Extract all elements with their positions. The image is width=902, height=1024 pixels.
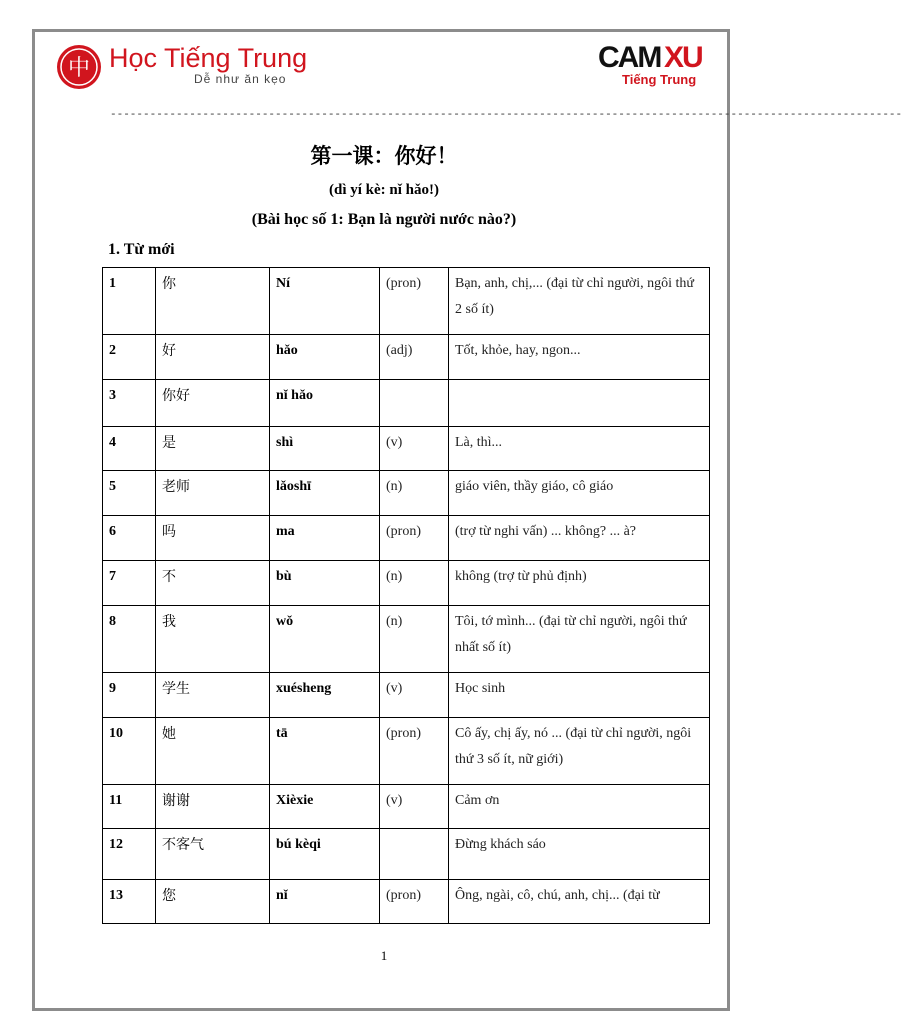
hoc-tieng-trung-logo: [57, 45, 327, 91]
brand-cam: CAM: [598, 41, 661, 74]
cell-pinyin: lǎoshī: [270, 471, 380, 516]
cell-pinyin: Xièxie: [270, 785, 380, 829]
cell-meaning: Cô ấy, chị ấy, nó ... (đại từ chỉ người, ngôi thứ 3 số ít, nữ giới): [449, 718, 710, 785]
cell-number: 10: [103, 718, 156, 785]
cell-number: 12: [103, 829, 156, 880]
lesson-subtitle: (Bài học số 1: Bạn là người nước nào?): [251, 211, 517, 228]
cell-pinyin: Ní: [270, 268, 380, 335]
cell-pinyin: shì: [270, 427, 380, 471]
cell-pinyin: wǒ: [270, 606, 380, 673]
cell-part-of-speech: (v): [380, 427, 449, 471]
table-row: [103, 673, 710, 718]
cell-meaning: Đừng khách sáo: [449, 829, 710, 880]
cell-number: 13: [103, 880, 156, 924]
table-row: [103, 880, 710, 924]
cell-meaning: Cảm ơn: [449, 785, 710, 829]
brand-subtitle: Tiếng Trung: [622, 72, 697, 87]
table-row: [103, 471, 710, 516]
cell-hanzi: 不客气: [156, 829, 270, 880]
cell-hanzi: 学生: [156, 673, 270, 718]
lesson-title: 第一课：你好！: [310, 143, 458, 168]
cell-meaning: Tốt, khỏe, hay, ngon...: [449, 335, 710, 380]
table-row: [103, 561, 710, 606]
camxu-logo: [598, 41, 722, 91]
table-row: [103, 785, 710, 829]
cell-part-of-speech: (pron): [380, 718, 449, 785]
cell-number: 4: [103, 427, 156, 471]
cell-number: 5: [103, 471, 156, 516]
cell-meaning: Bạn, anh, chị,... (đại từ chỉ người, ngôi thứ 2 số ít): [449, 268, 710, 335]
cell-part-of-speech: (v): [380, 673, 449, 718]
header-divider: ------------------------------------------------------------------------------------------------------------------------: [110, 109, 902, 121]
table-row: [103, 606, 710, 673]
cell-part-of-speech: (adj): [380, 335, 449, 380]
cell-hanzi: 我: [156, 606, 270, 673]
logo-char: 中: [67, 56, 91, 81]
cell-part-of-speech: [380, 829, 449, 880]
cell-part-of-speech: (pron): [380, 268, 449, 335]
cell-pinyin: nǐ hǎo: [270, 380, 380, 427]
brand-xu: XU: [664, 41, 702, 74]
cell-pinyin: ma: [270, 516, 380, 561]
table-row: [103, 335, 710, 380]
cell-pinyin: xuésheng: [270, 673, 380, 718]
cell-number: 11: [103, 785, 156, 829]
logo-slogan: Dễ như ăn kẹo: [194, 72, 287, 86]
cell-number: 3: [103, 380, 156, 427]
section-heading: 1. Từ mới: [108, 241, 175, 258]
table-row: [103, 268, 710, 335]
page-number: 1: [380, 948, 388, 963]
cell-part-of-speech: (n): [380, 561, 449, 606]
cell-number: 9: [103, 673, 156, 718]
lesson-pinyin: (dì yí kè: nǐ hǎo!): [328, 182, 439, 198]
table-row: [103, 427, 710, 471]
cell-meaning: Học sinh: [449, 673, 710, 718]
cell-hanzi: 您: [156, 880, 270, 924]
cell-meaning: (trợ từ nghi vấn) ... không? ... à?: [449, 516, 710, 561]
cell-part-of-speech: (pron): [380, 880, 449, 924]
vocabulary-table: [102, 267, 710, 924]
cell-meaning: không (trợ từ phủ định): [449, 561, 710, 606]
cell-meaning: Tôi, tớ mình... (đại từ chỉ người, ngôi thứ nhất số ít): [449, 606, 710, 673]
cell-hanzi: 谢谢: [156, 785, 270, 829]
cell-hanzi: 她: [156, 718, 270, 785]
logo-title: Học Tiếng Trung: [109, 43, 308, 73]
cell-part-of-speech: (pron): [380, 516, 449, 561]
cell-hanzi: 你好: [156, 380, 270, 427]
cell-pinyin: bù: [270, 561, 380, 606]
table-row: [103, 829, 710, 880]
cell-hanzi: 是: [156, 427, 270, 471]
cell-meaning: Ông, ngài, cô, chú, anh, chị... (đại từ: [449, 880, 710, 924]
table-row: [103, 718, 710, 785]
cell-pinyin: tā: [270, 718, 380, 785]
cell-pinyin: hǎo: [270, 335, 380, 380]
cell-part-of-speech: (v): [380, 785, 449, 829]
cell-hanzi: 你: [156, 268, 270, 335]
logo-badge-icon: [57, 45, 101, 89]
cell-number: 6: [103, 516, 156, 561]
cell-hanzi: 老师: [156, 471, 270, 516]
cell-pinyin: bú kèqi: [270, 829, 380, 880]
cell-part-of-speech: (n): [380, 471, 449, 516]
cell-number: 8: [103, 606, 156, 673]
cell-pinyin: nǐ: [270, 880, 380, 924]
cell-hanzi: 不: [156, 561, 270, 606]
cell-hanzi: 好: [156, 335, 270, 380]
table-row: [103, 516, 710, 561]
cell-number: 7: [103, 561, 156, 606]
cell-meaning: giáo viên, thầy giáo, cô giáo: [449, 471, 710, 516]
cell-meaning: [449, 380, 710, 427]
cell-number: 1: [103, 268, 156, 335]
cell-meaning: Là, thì...: [449, 427, 710, 471]
cell-part-of-speech: [380, 380, 449, 427]
cell-hanzi: 吗: [156, 516, 270, 561]
cell-number: 2: [103, 335, 156, 380]
table-row: [103, 380, 710, 427]
cell-part-of-speech: (n): [380, 606, 449, 673]
